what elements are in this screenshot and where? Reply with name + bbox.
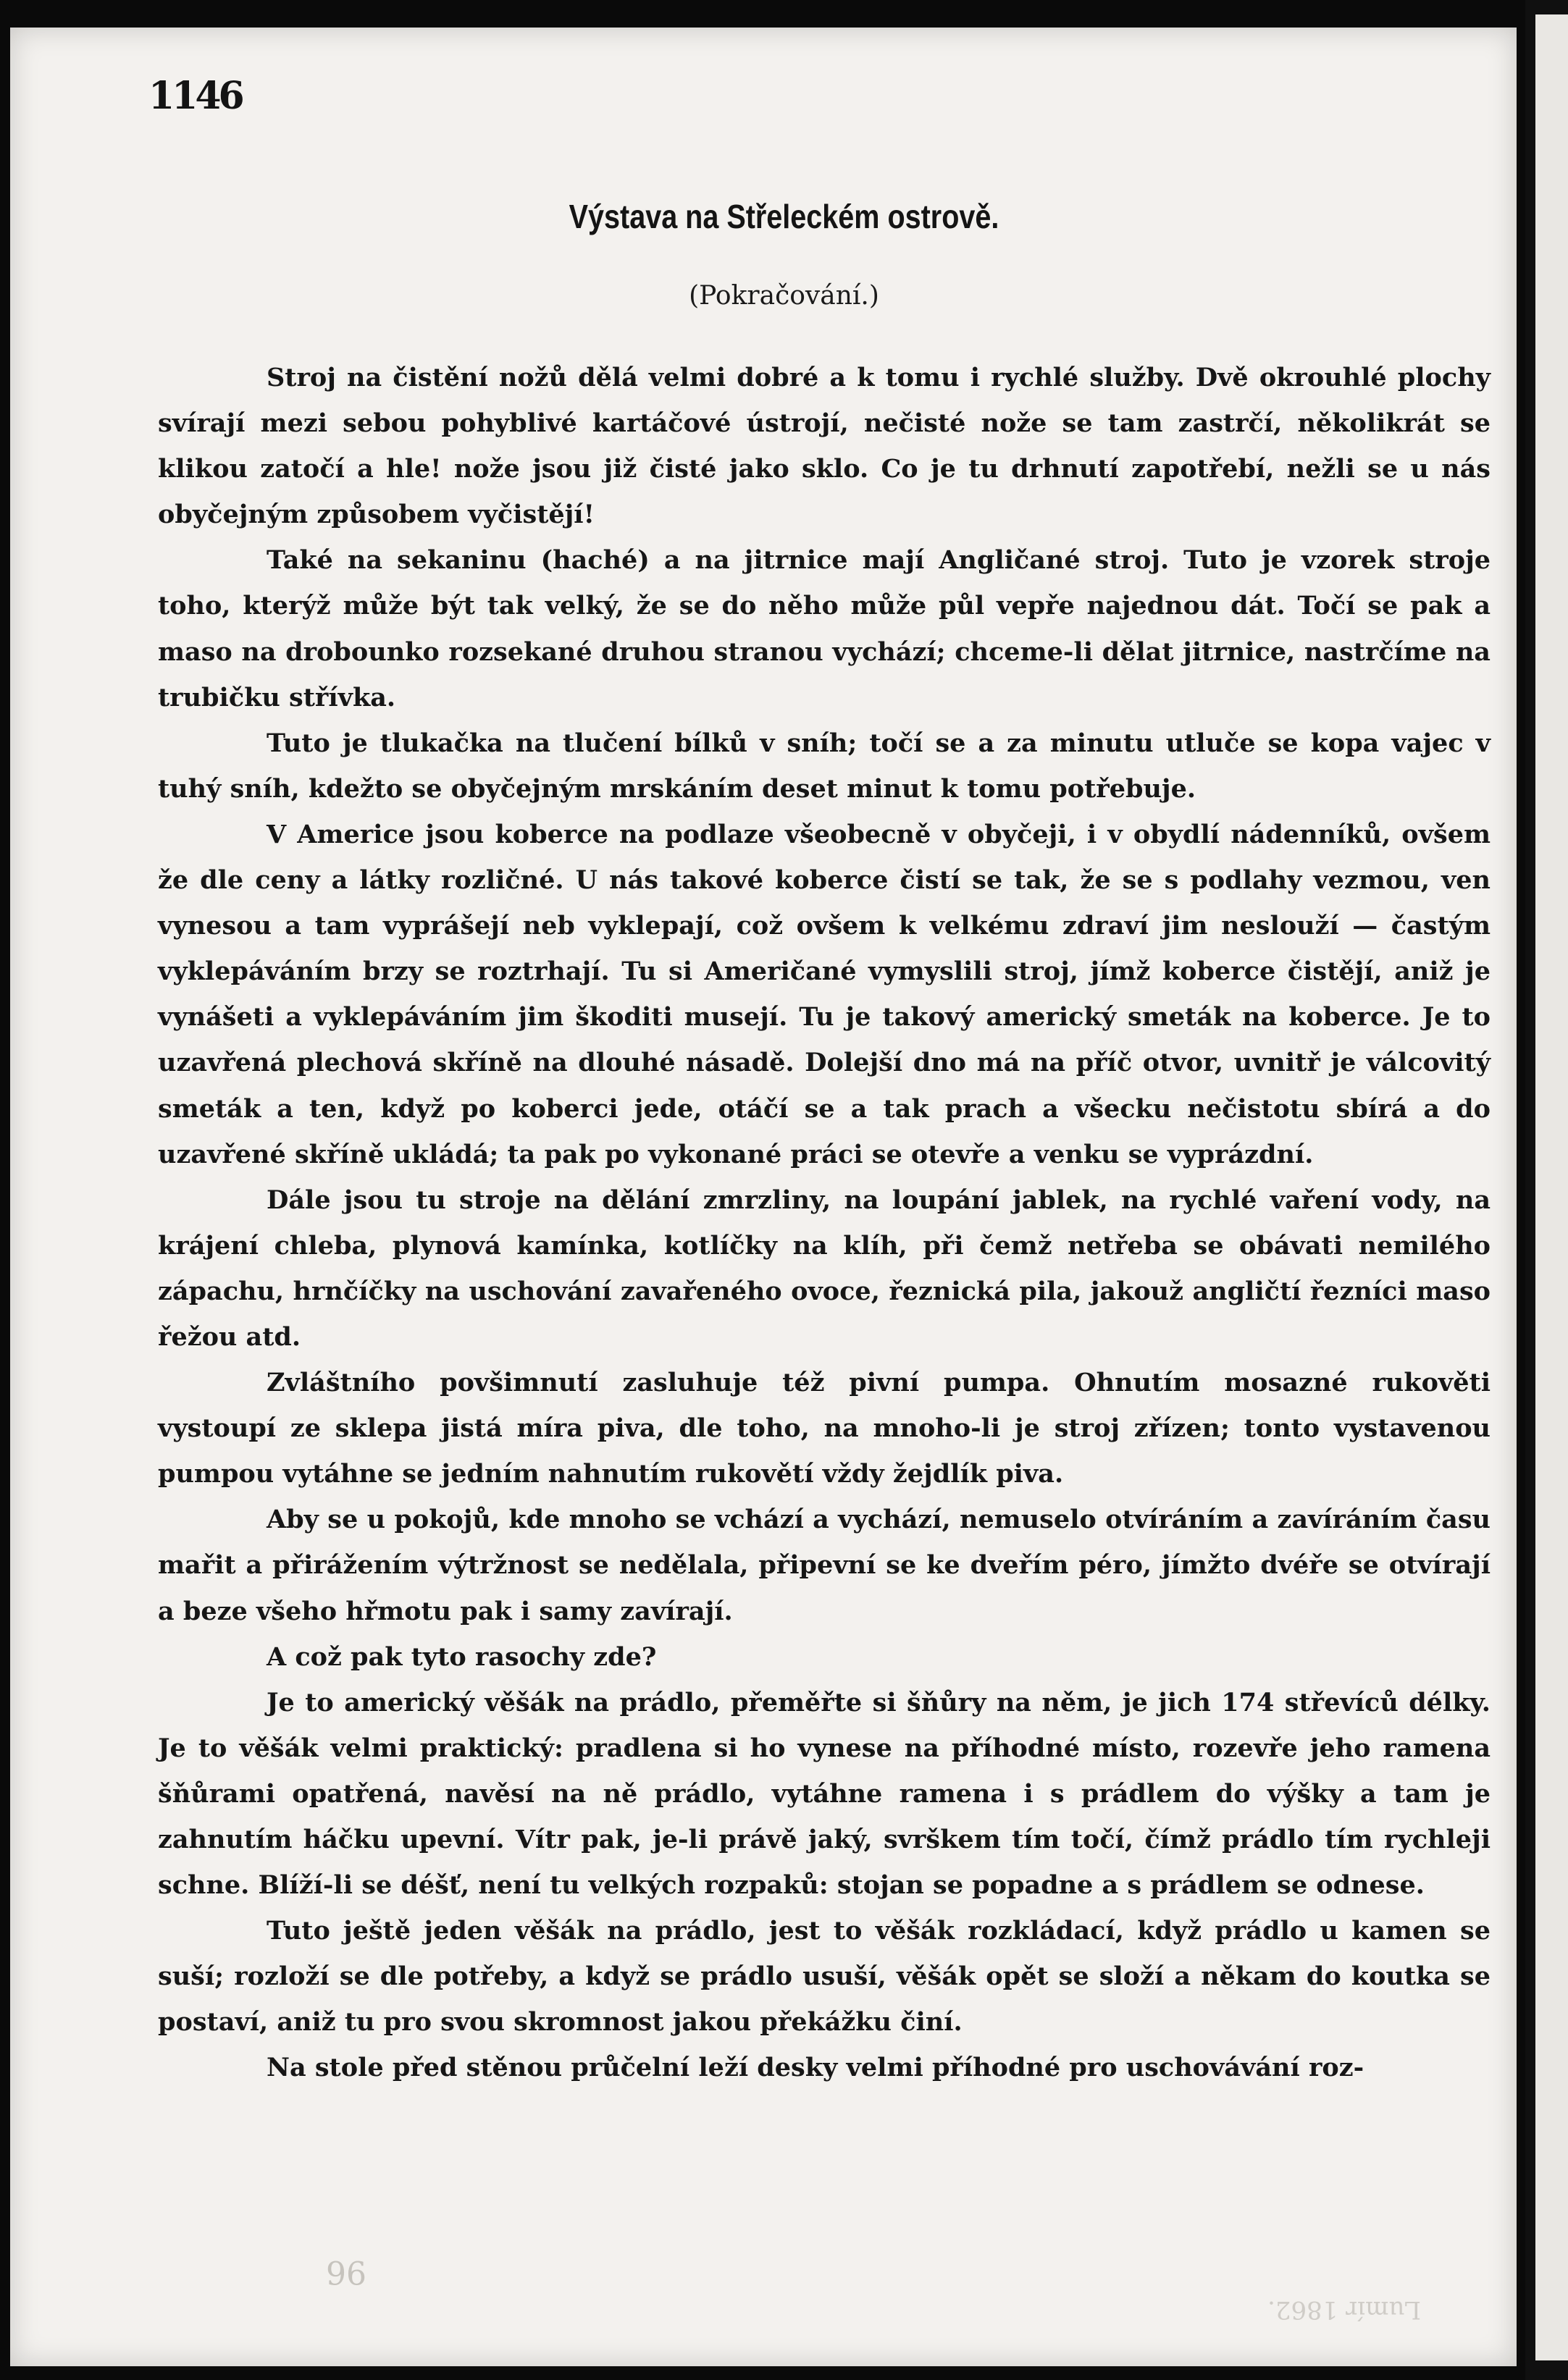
paragraph-desk-boards: Na stole před stěnou průčelní leží desky velmi příhodné pro uschovávání roz- [267, 2053, 1364, 2083]
paragraph-folding-rack: Tuto ještě jeden věšák na prádlo, jest to věšák rozkládací, když prádlo u kamen se suší; rozloží se dle potřeby, a když se prádlo usuší, věšák opět se složí a někam do koutka se postaví, aniž tu pro svou skromnost jakou překážku činí. [158, 1916, 1491, 2038]
paragraph-carpet-sweeper: V Americe jsou koberce na podlaze všeobecně v obyčeji, i v obydlí nádenníků, ovšem že dle ceny a látky rozličné. U nás takové koberce čistí se tak, že se s podlahy vezmou, ven vynesou a tam vyprášejí neb vyklepají, což ovšem k velkému zdraví jim neslouží — častým vyklepáváním brzy se roztrhají. Tu si Američané vymyslili stroj, jímž koberce čistějí, aniž je vynášeti a vyklepáváním jim škoditi musejí. Tu je takový americký smeták na koberce. Je to uzavřená plechová skříně na dlouhé násadě. Dolejší dno má na příč otvor, uvnitř je válcovitý smeták a ten, když po koberci jede, otáčí se a tak prach a všecku nečistotu sbírá a do uzavřené skříně ukládá; ta pak po vykonané práci se otevře a venku se vyprázdní. [158, 819, 1491, 1169]
article-body [158, 355, 1491, 2091]
paragraph-egg-beater: Tuto je tlukačka na tlučení bílků v sníh; točí se a za minutu utluče se kopa vajec v tuhý sníh, kdežto se obyčejným mrskáním deset minut k tomu potřebuje. [158, 728, 1491, 804]
article-title: Výstava na Střeleckém ostrově. [569, 198, 999, 235]
paragraph-kitchen-devices: Dále jsou tu stroje na dělání zmrzliny, na loupání jablek, na rychlé vaření vody, na krájení chleba, plynová kamínka, kotlíčky na klíh, při čemž netřeba se obávati nemilého zápachu, hrnčíčky na uschování zavařeného ovoce, řeznická pila, jakouž angličtí řezníci maso řežou atd. [158, 1185, 1491, 1352]
paragraph-beer-pump: Zvláštního povšimnutí zasluhuje též pivní pumpa. Ohnutím mosazné rukověti vystoupí ze sklepa jistá míra piva, dle toho, na mnoho-li je stroj zřízen; tonto vystavenou pumpou vytáhne se jedním nahnutím rukovětí vždy žejdlík piva. [158, 1368, 1491, 1489]
page-number: 1146 [148, 74, 242, 118]
paragraph-door-spring: Aby se u pokojů, kde mnoho se vchází a vychází, nemuselo otvíráním a zavíráním času mařit a přirážením výtržnost se nedělala, připevní se ke dveřím péro, jímžto dvéře se otvírají a beze všeho hřmotu pak i samy zavírají. [158, 1505, 1491, 1626]
bleed-through-footer: Lumír 1862. [1267, 2295, 1421, 2324]
adjacent-page-strip [1535, 14, 1568, 2360]
bleed-through-page-number: 96 [326, 2253, 366, 2290]
paragraph-question: A což pak tyto rasochy zde? [267, 1641, 657, 1672]
paragraph-meat-grinder: Také na sekaninu (haché) a na jitrnice mají Angličané stroj. Tuto je vzorek stroje toho, kterýž může být tak velký, že se do něho může půl vepře najednou dát. Točí se pak a maso na drobounko rozsekané druhou stranou vychází; chceme-li dělat jitrnice, nastrčíme na trubičku střívka. [158, 545, 1491, 712]
article-subtitle: (Pokračování.) [689, 281, 879, 311]
paragraph-knife-cleaner: Stroj na čistění nožů dělá velmi dobré a k tomu i rychlé služby. Dvě okrouhlé plochy svírají mezi sebou pohyblivé kartáčové ústrojí, nečisté nože se tam zastrčí, několikrát se klikou zatočí a hle! nože jsou již čisté jako sklo. Co je tu drhnutí zapotřebí, nežli se u nás obyčejným způsobem vyčistějí! [158, 363, 1491, 530]
paragraph-laundry-rack: Je to americký věšák na prádlo, přeměřte si šňůry na něm, je jich 174 střevíců délky. Je to věšák velmi praktický: pradlena si ho vynese na příhodné místo, rozevře jeho ramena šňůrami opatřená, navěsí na ně prádlo, vytáhne ramena i s prádlem do výšky a tam je zahnutím háčku upevní. Vítr pak, je-li právě jaký, svrškem tím točí, čímž prádlo tím rychleji schne. Blíží-li se déšť, není tu velkých rozpaků: stojan se popadne a s prádlem se odnese. [158, 1687, 1491, 1901]
